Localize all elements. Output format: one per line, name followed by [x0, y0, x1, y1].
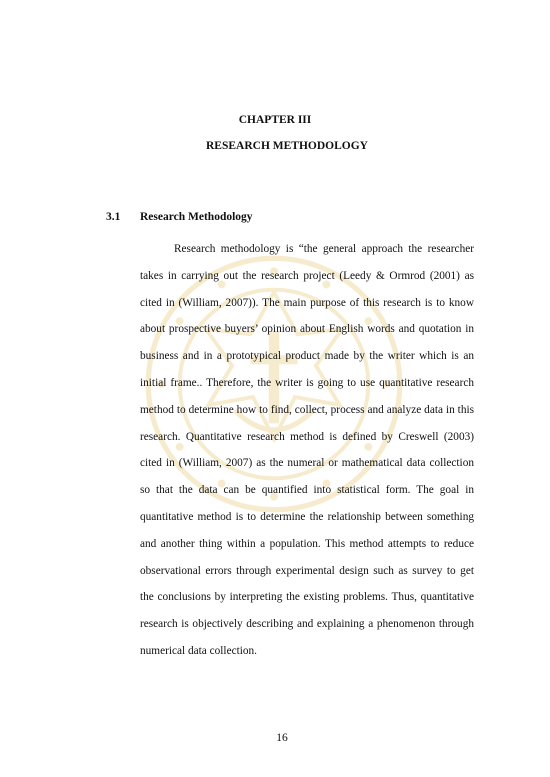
section-title: Research Methodology	[140, 211, 253, 223]
chapter-number: CHAPTER III	[238, 114, 312, 126]
chapter-title: RESEARCH METHODOLOGY	[206, 140, 368, 152]
body-paragraph: Research methodology is “the general approach the researcher takes in carrying out the research project (Leedy & Ormrod (2001) as cited in (William, 2007)). The main purpose of this research is to know about prospective buyers’ opinion about English words and quotation in business and in a prototypical product made by the writer which is an initial frame.. Therefore, the writer is going to use quantitative research method to determine how to find, collect, process and analyze data in this research. Quantitative research method is defined by Creswell (2003) cited in (William, 2007) as the numeral or mathematical data collection so that the data can be quantified into statistical form. The goal in quantitative method is to determine the relationship between something and another thing within a population. This method attempts to reduce observational errors through experimental design such as survey to get the conclusions by interpreting the existing problems. Thus, quantitative research is objectively describing and explaining a phenomenon through numerical data collection.	[140, 243, 474, 657]
section-heading	[106, 211, 253, 223]
page-number: 16	[276, 732, 288, 744]
section-number: 3.1	[106, 211, 121, 223]
